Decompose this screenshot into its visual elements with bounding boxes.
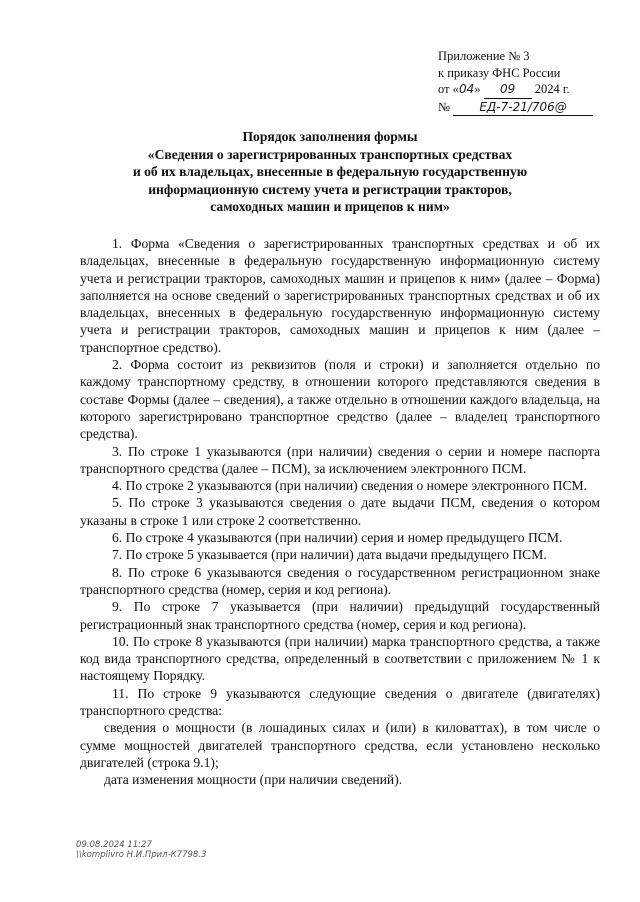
title-line: «Сведения о зарегистрированных транспортных средствах (147, 146, 513, 162)
appendix-date (438, 81, 618, 99)
paragraph-3: 3. По строке 1 указываются (при наличии) сведения о серии и номере паспорта транспортного средства (далее – ПСМ), за исключением электронного ПСМ. (80, 443, 600, 476)
paragraph-5: 5. По строке 3 указываются сведения о дате выдачи ПСМ, сведения о котором указаны в строке 1 или строке 2 соответственно. (80, 495, 600, 528)
paragraph-8: 8. По строке 6 указываются сведения о государственном регистрационном знаке транспортного средства (номер, серия и код региона). (80, 564, 600, 597)
document-body (80, 235, 600, 789)
date-month: 09 (484, 81, 532, 99)
footer-path: \\komplivro H.И.Прил-К7798.3 (76, 850, 207, 860)
paragraph-2: 2. Форма состоит из реквизитов (поля и строки) и заполняется отдельно по каждому транспортному средству, в отношении которого представляются сведения в составе Формы (далее – сведения), а также отдельно в отношении каждого владельца, на которого зарегистрировано транспортное средство (далее – владелец транспортного средства). (80, 357, 600, 442)
paragraph-4: 4. По строке 2 указываются (при наличии) сведения о номере электронного ПСМ. (112, 478, 588, 494)
document-title (60, 128, 600, 216)
date-year: 2024 г. (534, 82, 570, 96)
paragraph-6: 6. По строке 4 указываются (при наличии) серия и номер предыдущего ПСМ. (112, 530, 563, 546)
title-line: Порядок заполнения формы (242, 129, 418, 144)
date-mid: » (474, 82, 481, 96)
number-value: ЕД-7-21/706@ (453, 99, 593, 117)
appendix-number (438, 99, 618, 117)
title-line: информационную систему учета и регистрации тракторов, (148, 181, 512, 197)
list-item-power: сведения о мощности (в лошадиных силах и (или) в киловаттах), в том числе о сумме мощностей двигателей транспортного средства, если установлено несколько двигателей (строка 9.1); (80, 720, 600, 770)
list-item-power-change-date: дата изменения мощности (при наличии сведений). (104, 772, 403, 788)
paragraph-9: 9. По строке 7 указывается (при наличии) предыдущий государственный регистрационный знак транспортного средства (номер, серия и код региона). (80, 599, 600, 632)
paragraph-1: 1. Форма «Сведения о зарегистрированных транспортных средствах и об их владельцах, внесенные в федеральную государственную информационную систему учета и регистрации тракторов, самоходных машин и прицепов к ним» (далее – Форма) заполняется на основе сведений о зарегистрированных транспортных средствах и об их владельцах, внесенных в федеральную государственную информационную систему учета и регистрации тракторов, самоходных машин и прицепов к ним (далее – транспортное средство). (80, 236, 600, 355)
appendix-header (438, 48, 618, 116)
date-day: 04 (458, 82, 475, 96)
title-line: самоходных машин и прицепов к ним» (210, 199, 450, 215)
number-prefix: № (438, 99, 450, 114)
date-prefix: от « (438, 82, 459, 96)
paragraph-7: 7. По строке 5 указывается (при наличии) дата выдачи предыдущего ПСМ. (112, 547, 547, 563)
paragraph-11: 11. По строке 9 указываются следующие сведения о двигателе (двигателях) транспортного средства: (80, 685, 600, 719)
appendix-line2: к приказу ФНС России (438, 65, 561, 80)
paragraph-10: 10. По строке 8 указываются (при наличии) марка транспортного средства, а также код вида транспортного средства, определенный в соответствии с приложением № 1 к настоящему Порядку. (80, 633, 600, 684)
title-line: и об их владельцах, внесенные в федеральную государственную (132, 164, 528, 180)
appendix-line1: Приложение № 3 (438, 49, 530, 63)
footer-timestamp: 09.08.2024 11:27 (76, 840, 152, 850)
print-footer (76, 840, 206, 860)
